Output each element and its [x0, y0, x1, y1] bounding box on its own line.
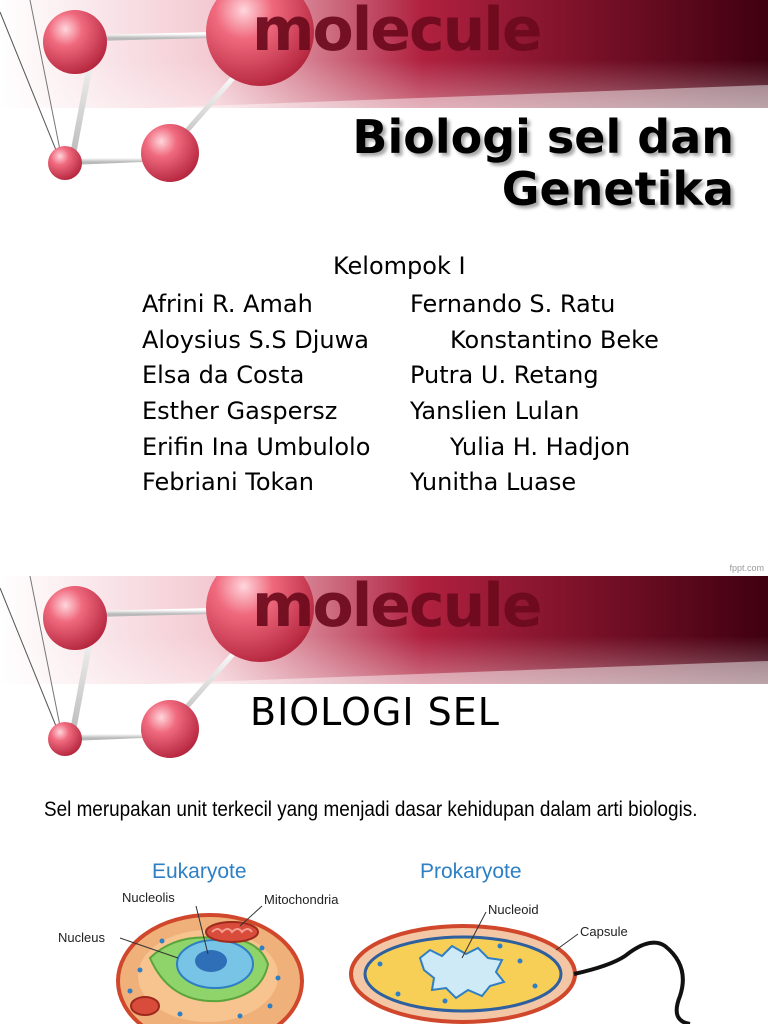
member-name: Febriani Tokan: [142, 468, 314, 497]
member-name: Esther Gaspersz: [142, 397, 338, 426]
member-name: Putra U. Retang: [410, 361, 599, 390]
cell-diagram: [0, 846, 768, 1024]
label-nucleoid: Nucleoid: [488, 902, 539, 917]
label-capsule: Capsule: [580, 924, 628, 939]
member-name: Yulia H. Hadjon: [450, 432, 631, 461]
member-name: Yunitha Luase: [410, 468, 577, 497]
members-right-column: [410, 287, 659, 501]
molecule-banner: [0, 576, 768, 791]
members-left-column: [142, 287, 370, 501]
member-name: Erifin Ina Umbulolo: [142, 432, 371, 461]
banner-word: molecule: [252, 0, 541, 65]
member-name: Elsa da Costa: [142, 361, 305, 390]
prokaryote-title: Prokaryote: [420, 860, 522, 883]
member-name: Yanslien Lulan: [410, 397, 580, 426]
group-title: Kelompok I: [333, 252, 466, 280]
label-mitochondria: Mitochondria: [264, 892, 339, 907]
eukaryote-cell: [118, 915, 302, 1024]
body-text: Sel merupakan unit terkecil yang menjadi dasar kehidupan dalam arti biologis.: [44, 798, 698, 821]
prokaryote-cell: [351, 926, 690, 1024]
label-nucleus: Nucleus: [58, 930, 105, 945]
label-nucleolis: Nucleolis: [122, 890, 175, 905]
eukaryote-title: Eukaryote: [152, 860, 247, 883]
member-name: Afrini R. Amah: [142, 290, 313, 318]
slide-title: [352, 112, 734, 215]
title-line-1: Biologi sel dan: [352, 110, 734, 164]
member-name: Fernando S. Ratu: [410, 290, 616, 318]
watermark: fppt.com: [729, 563, 764, 573]
member-name: Aloysius S.S Djuwa: [142, 325, 369, 354]
member-name: Konstantino Beke: [450, 325, 659, 354]
title-line-2: Genetika: [501, 161, 734, 216]
slide-2: [0, 576, 768, 1024]
slide-title: BIOLOGI SEL: [250, 690, 500, 734]
banner-word: molecule: [252, 576, 541, 641]
